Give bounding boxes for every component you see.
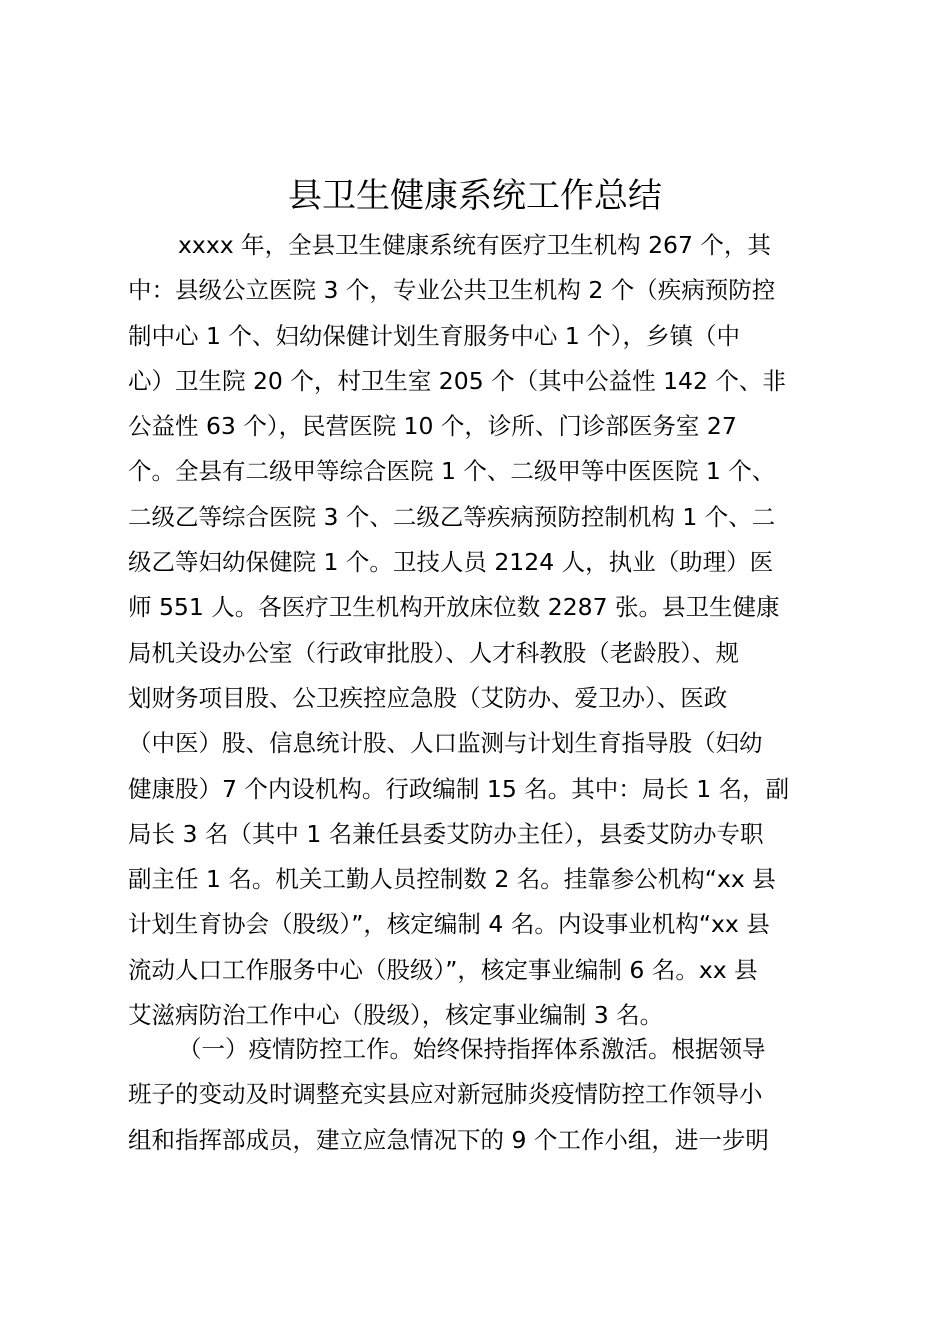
text-line: （中医）股、信息统计股、人口监测与计划生育指导股（妇幼 — [128, 729, 763, 758]
text-line: 副主任 1 名。机关工勤人员控制数 2 名。挂靠参公机构“xx 县 — [128, 865, 776, 894]
text-line: 级乙等妇幼保健院 1 个。卫技人员 2124 人，执业（助理）医 — [128, 548, 774, 577]
text-line: 心）卫生院 20 个，村卫生室 205 个（其中公益性 142 个、非 — [128, 366, 786, 395]
text-line: 班子的变动及时调整充实县应对新冠肺炎疫情防控工作领导小 — [128, 1080, 763, 1109]
text-line: 个。全县有二级甲等综合医院 1 个、二级甲等中医医院 1 个、 — [128, 457, 776, 486]
text-line: 局长 3 名（其中 1 名兼任县委艾防办主任），县委艾防办专职 — [128, 819, 764, 848]
text-line: （一）疫情防控工作。始终保持指挥体系激活。根据领导 — [178, 1035, 766, 1063]
text-line: 局机关设办公室（行政审批股）、人才科教股（老龄股）、规 — [128, 638, 739, 667]
paragraph-overview — [128, 223, 828, 1038]
text-line: 中：县级公立医院 3 个，专业公共卫生机构 2 个（疾病预防控 — [128, 276, 776, 305]
document-title: 县卫生健康系统工作总结 — [288, 176, 662, 216]
paragraph-epidemic-control — [128, 1027, 828, 1163]
text-line: 公益性 63 个），民营医院 10 个，诊所、门诊部医务室 27 — [128, 412, 737, 441]
text-line: 制中心 1 个、妇幼保健计划生育服务中心 1 个），乡镇（中 — [128, 321, 741, 350]
text-line: 艾滋病防治工作中心（股级），核定事业编制 3 名。 — [128, 1001, 664, 1030]
text-line: 计划生育协会（股级）”，核定编制 4 名。内设事业机构“xx 县 — [128, 910, 770, 939]
text-line: 二级乙等综合医院 3 个、二级乙等疾病预防控制机构 1 个、二 — [128, 502, 776, 531]
text-line: xxxx 年，全县卫生健康系统有医疗卫生机构 267 个，其 — [178, 231, 771, 259]
text-line: 划财务项目股、公卫疾控应急股（艾防办、爱卫办）、医政 — [128, 683, 728, 712]
text-line: 组和指挥部成员，建立应急情况下的 9 个工作小组，进一步明 — [128, 1125, 769, 1154]
text-line: 健康股）7 个内设机构。行政编制 15 名。其中：局长 1 名，副 — [128, 774, 790, 803]
text-line: 师 551 人。各医疗卫生机构开放床位数 2287 张。县卫生健康 — [128, 593, 780, 622]
text-line: 流动人口工作服务中心（股级）”，核定事业编制 6 名。xx 县 — [128, 955, 758, 984]
